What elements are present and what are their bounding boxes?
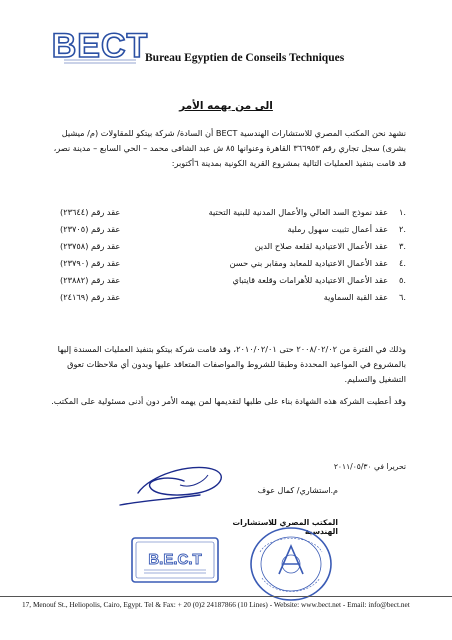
- period-paragraph: وذلك في الفترة من ٢٠٠٨/٠٢/٠٢ حتى ٢٠١٠/٠٢/٠١، وقد قامت شركة بيتكو بتنفيذ العمليات المسندة إليها بالمشروع في المواعيد المحددة وطبقا للشروط والمواصفات المتعاقد عليها وبدون أي ملاحظات تعوق التشغيل والتسليم.: [57, 344, 406, 384]
- item-contract: عقد رقم (٢٣٦٤٤): [60, 207, 121, 217]
- footer-contact: 17, Menouf St., Heliopolis, Cairo, Egypt. Tel & Fax: + 20 (0)2 24187866 (10 Lines) - Website: www.bect.net - Email: info@bect.net: [22, 600, 410, 609]
- issue-paragraph: وقد أعطيت الشركة هذه الشهادة بناء على طلبها لتقديمها لمن يهمه الأمر دون أدنى مسئولية على المكتب.: [51, 396, 406, 406]
- item-title: عقد نموذج السد العالي والأعمال المدنية للبنية التحتية: [208, 207, 388, 217]
- stamp-text: B.E.C.T: [148, 551, 202, 568]
- issue-date: تحريرا في ٢٠١١/٠٥/٣٠: [333, 462, 406, 471]
- item-title: عقد الأعمال الاعتيادية للأهرامات وقلعة قايتباي: [232, 275, 388, 285]
- intro-paragraph: نشهد نحن المكتب المصري للاستشارات الهندسية BECT أن السادة/ شركة بيتكو للمقاولات (م/ ميشيل بشرى) سجل تجاري رقم ٣٦٦٩٥٣ القاهرة وعنوانها ٨٥ ش عبد الشافى محمد – الحي السابع – مدينة نصر، قد قامت بتنفيذ العمليات التالية بمشروع القرية الكونية بمدينة ٦أكتوبر:: [53, 128, 406, 168]
- list-item: [60, 241, 406, 258]
- item-number: .١: [398, 207, 406, 217]
- handwritten-signature: [80, 455, 240, 525]
- list-item: [60, 292, 406, 309]
- item-number: .٢: [398, 224, 406, 234]
- item-contract: عقد رقم (٢٣٧٩٠): [60, 258, 121, 268]
- company-stamp: [130, 536, 220, 584]
- document-heading: [0, 94, 452, 113]
- item-contract: عقد رقم (٢٣٨٨٢): [60, 275, 121, 285]
- item-number: .٦: [398, 292, 406, 302]
- item-number: .٣: [398, 241, 406, 251]
- official-seal: [246, 524, 336, 604]
- contracts-list: [60, 207, 406, 309]
- item-contract: عقد رقم (٢٣٧٥٨): [60, 241, 121, 251]
- company-name: Bureau Egyptien de Conseils Techniques: [145, 52, 345, 64]
- list-item: [60, 224, 406, 241]
- item-number: .٥: [398, 275, 406, 285]
- item-title: عقد أعمال تثبيت سهول رملية: [287, 224, 388, 234]
- list-item: [60, 207, 406, 224]
- item-title: عقد الأعمال الاعتيادية للمعابد ومقابر بني حسن: [229, 258, 388, 268]
- logo-text: BECT: [51, 27, 149, 65]
- list-item: [60, 275, 406, 292]
- list-item: [60, 258, 406, 275]
- footer-divider: [0, 596, 452, 597]
- signatory-name: م.استشاري/ كمال عوف: [257, 486, 338, 495]
- item-title: عقد الأعمال الاعتيادية لقلعة صلاح الدين: [254, 241, 388, 251]
- item-contract: عقد رقم (٢٤١٦٩): [60, 292, 121, 302]
- item-contract: عقد رقم (٢٣٧٠٥): [60, 224, 121, 234]
- bect-logo: [51, 24, 149, 66]
- item-title: عقد القبة السماوية: [323, 292, 388, 302]
- heading-text: الى من يهمه الأمر: [179, 100, 273, 112]
- item-number: .٤: [398, 258, 406, 268]
- signatory-organization: المكتب المصري للاستشارات الهندسية: [232, 518, 338, 536]
